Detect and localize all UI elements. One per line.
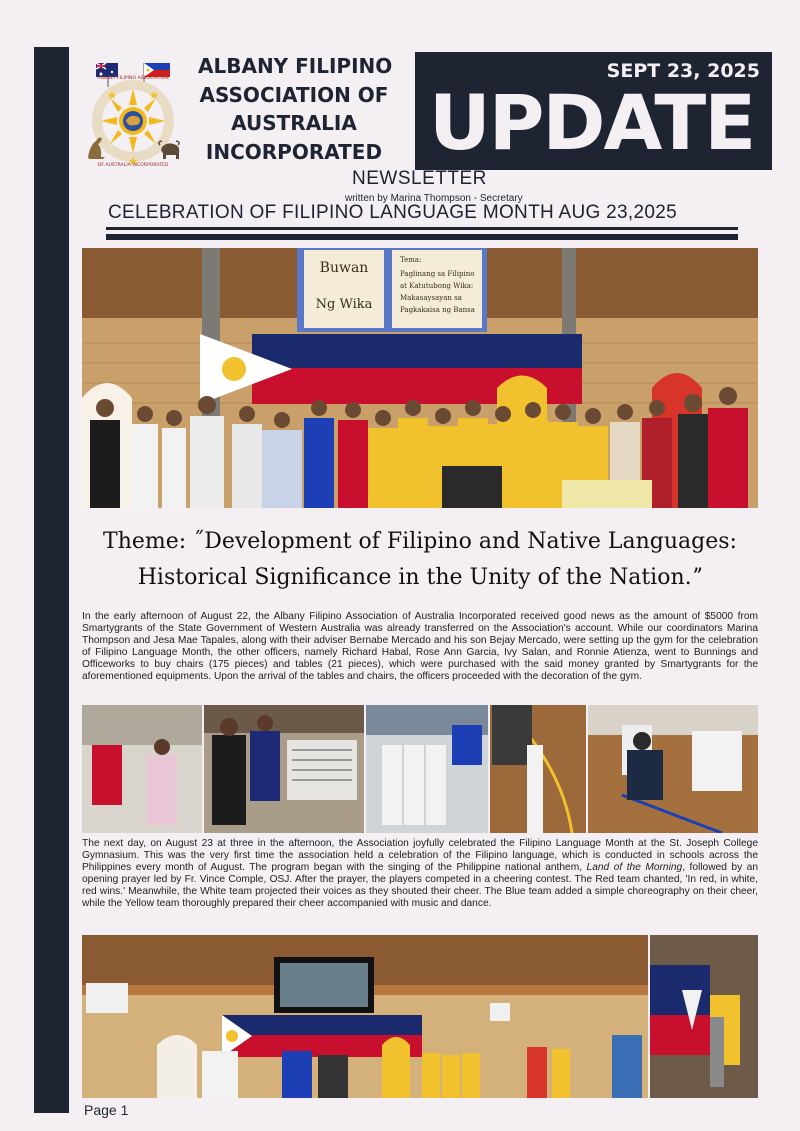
- group-photo: [82, 248, 758, 508]
- org-name-line: AUSTRALIA: [231, 111, 357, 135]
- svg-text:Pagkakaisa ng Bansa: Pagkakaisa ng Bansa: [400, 306, 475, 314]
- divider-thick: [106, 234, 738, 240]
- svg-text:OF AUSTRALIA INCORPORATED: OF AUSTRALIA INCORPORATED: [97, 163, 169, 168]
- paragraph-2-text-b: , followed by an opening prayer led by Fr. Vince Comple, OSJ. After the prayer, the players competed in a cheering contest. The Red team chanted, 'In red, in white, red wins.' Meanwhile, the White team projected their voices as they shouted their cheer. The Blue team added a simple choreography on their cheer, while the Yellow team thoroughly prepared their cheer accompanied with music and dance.: [82, 862, 758, 910]
- page-number: Page 1: [84, 1102, 129, 1118]
- paragraph-2-text-a: The next day, on August 23 at three in the afternoon, the Association joyfully celebrated the Filipino Language Month at the St. Joseph College Gymnasium. This was the very first time the association held a celebration of the Filipino language, which is conducted in schools across the Philippines every month of August. The program began with the singing of the Philippine national anthem,: [82, 838, 758, 874]
- carabao-icon: [161, 143, 179, 159]
- issue-date: SEPT 23, 2025: [606, 60, 760, 82]
- organization-name: [198, 52, 393, 166]
- divider-thin: [106, 227, 738, 230]
- svg-text:Ng Wika: Ng Wika: [315, 297, 373, 312]
- paragraph-2: [82, 838, 758, 911]
- svg-text:at Katutubong Wika:: at Katutubong Wika:: [400, 282, 474, 290]
- svg-text:Buwan: Buwan: [319, 260, 369, 276]
- org-name-line: ASSOCIATION OF: [199, 82, 389, 107]
- author-byline: written by Marina Thompson - Secretary: [345, 193, 523, 204]
- svg-text:Paglinang sa Filipino: Paglinang sa Filipino: [400, 270, 475, 278]
- paragraph-1: In the early afternoon of August 22, the Albany Filipino Association of Australia Incorporated received good news as the amount of $5000 from Smartygrants of the State Government of Western Australia was already transferred on the Association's account. While our coordinators Marina Thompson and Jesa Mae Tapales, along with their adviser Bernabe Mercado and his son Bejay Mercado, were setting up the gym for the celebration of Filipino Language Month, the other officers, namely Richard Habal, Rose Ann Garcia, Ivy Salan, and Ronnie Atienza, went to Bunnings and Officeworks to buy chairs (175 pieces) and tables (21 pieces), which were purchased with the said money granted by Smartygrants for the aforementioned equipments. Upon the arrival of the tables and chairs, the officers proceeded with the decoration of the gym.: [82, 611, 758, 683]
- theme-line-2: Historical Significance in the Unity of the Nation.ˮ: [137, 565, 703, 590]
- org-name-line: ALBANY FILIPINO: [198, 54, 393, 78]
- gymnasium-photo: [82, 935, 758, 1098]
- celebration-title: CELEBRATION OF FILIPINO LANGUAGE MONTH AUG 23,2025: [108, 202, 677, 223]
- svg-text:ALBANY FILIPINO ASSOCIATION: ALBANY FILIPINO ASSOCIATION: [97, 76, 169, 81]
- australian-flag-icon: [96, 63, 118, 87]
- theme-heading: [82, 524, 758, 596]
- update-heading: UPDATE: [429, 78, 755, 167]
- theme-line-1: Theme: ˝Development of Filipino and Native Languages:: [103, 529, 737, 554]
- org-name-line: INCORPORATED: [205, 139, 383, 164]
- svg-text:Tema:: Tema:: [400, 256, 422, 264]
- left-sidebar-bar: [34, 47, 69, 1113]
- newsletter-label: NEWSLETTER: [352, 168, 487, 189]
- anthem-title: Land of the Morning: [586, 862, 683, 874]
- association-logo: [82, 55, 184, 168]
- svg-text:Makasaysayan sa: Makasaysayan sa: [400, 294, 462, 302]
- update-banner: [415, 52, 772, 170]
- shopping-photo-strip: [82, 705, 758, 833]
